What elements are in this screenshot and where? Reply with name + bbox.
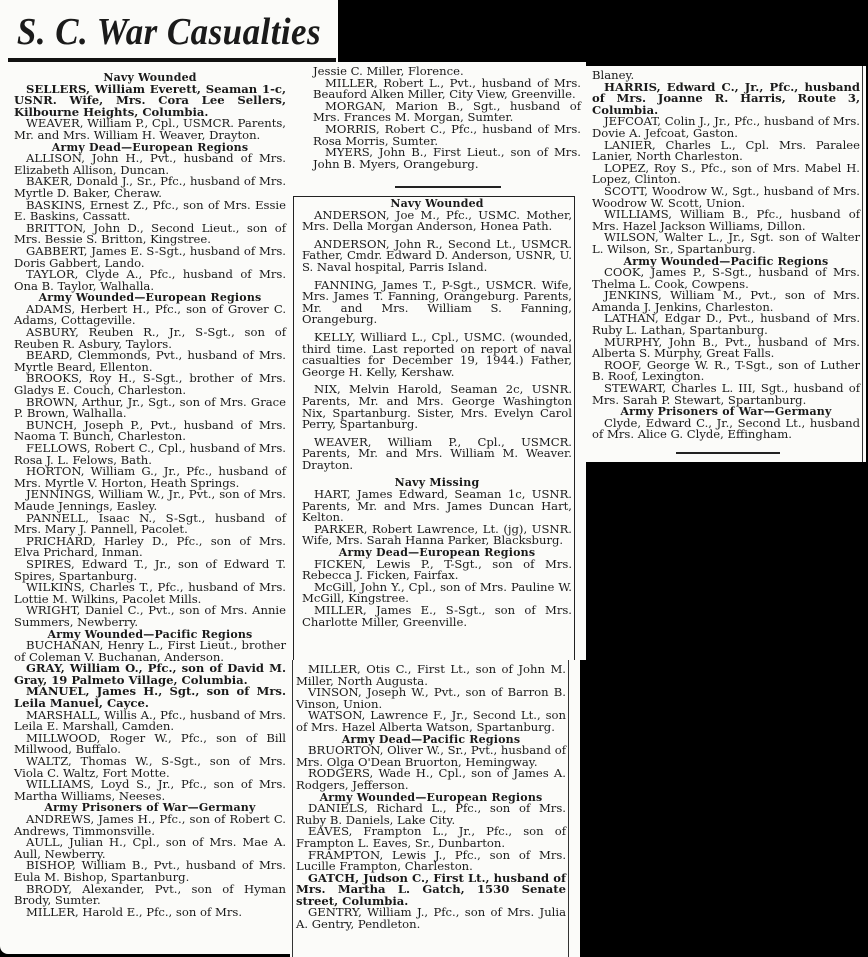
section-end-rule	[395, 186, 501, 188]
casualty-entry: SELLERS, William Everett, Seaman 1-c, USNR. Wife, Mrs. Cora Lee Sellers, Kilbourne Heights, Columbia.	[14, 81, 286, 119]
casualty-entry: WRIGHT, Daniel C., Pvt., son of Mrs. Annie Summers, Newberry.	[14, 603, 286, 629]
section-heading: Navy Wounded	[390, 197, 484, 210]
section-heading: Army Wounded—European Regions	[38, 291, 262, 305]
section-heading: Army Prisoners of War—Germany	[44, 801, 256, 815]
casualty-entry: McGill, John Y., Cpl., son of Mrs. Pauline W. McGill, Kingstree.	[302, 579, 572, 606]
casualty-entry: BRITTON, John D., Second Lieut., son of Mrs. Bessie S. Britton, Kingstree.	[14, 220, 286, 247]
casualty-entry: JEFCOAT, Colin J., Jr., Pfc., husband of Mrs. Dovie A. Jefcoat, Gaston.	[592, 114, 860, 140]
section-heading: Army Wounded—Pacific Regions	[47, 627, 253, 641]
page-title: S. C. War Casualties	[16, 11, 322, 53]
section-heading: Army Dead—European Regions	[338, 546, 536, 560]
casualty-entry: WEAVER, William P., Cpl., USMCR. Parents, Mr. and Mrs. William M. Weaver. Drayton.	[302, 434, 572, 472]
middle-bottom-clipping	[290, 660, 580, 957]
casualty-entry: ALLISON, John H., Pvt., husband of Mrs. Elizabeth Allison, Duncan.	[14, 151, 286, 177]
casualty-entry: AULL, Julian H., Cpl., son of Mrs. Mae A. Aull, Newberry.	[14, 835, 286, 861]
section-heading: Navy Missing	[394, 476, 480, 490]
section-heading: Army Wounded—European Regions	[319, 790, 543, 804]
section-heading: Army Wounded—Pacific Regions	[623, 254, 829, 268]
casualty-entry: NIX, Melvin Harold, Seaman 2c, USNR. Parents, Mr. and Mrs. George Washington Nix, Spartanburg. Sister, Mrs. Evelyn Carol Perry, Spartanburg.	[302, 382, 572, 432]
section-heading: Army Prisoners of War—Germany	[620, 405, 832, 419]
casualty-entry: PARKER, Robert Lawrence, Lt. (jg), USNR. Wife, Mrs. Sarah Hanna Parker, Blacksburg.	[302, 521, 572, 548]
casualty-entry: BISHOP, William B., Pvt., husband of Mrs. Eula M. Bishop, Spartanburg.	[14, 858, 286, 884]
casualty-entry: DANIELS, Richard L., Pfc., son of Mrs. Ruby B. Daniels, Lake City.	[296, 801, 566, 827]
right-column-text	[592, 70, 860, 441]
casualty-entry: Blaney.	[592, 68, 635, 82]
casualty-entry: ANDERSON, Joe M., Pfc., USMC. Mother, Mrs. Della Morgan Anderson, Honea Path.	[302, 207, 572, 234]
casualty-entry: GATCH, Judson C., First Lt., husband of Mrs. Martha L. Gatch, 1530 Senate street, Columbia.	[296, 870, 566, 908]
casualty-entry: LATHAN, Edgar D., Pvt., husband of Mrs. Ruby L. Lathan, Spartanburg.	[592, 311, 860, 338]
title-rule-divider	[8, 58, 336, 62]
casualty-entry: BROOKS, Roy H., S-Sgt., brother of Mrs. Gladys E. Couch, Charleston.	[14, 371, 286, 398]
casualty-entry: TAYLOR, Clyde A., Pfc., husband of Mrs. Ona B. Taylor, Walhalla.	[14, 267, 286, 293]
casualty-entry: BASKINS, Ernest Z., Pfc., son of Mrs. Essie E. Baskins, Cassatt.	[14, 197, 286, 224]
casualty-entry: HORTON, William G., Jr., Pfc., husband of Mrs. Myrtle V. Horton, Heath Springs.	[14, 464, 286, 490]
section-heading: Navy Wounded	[103, 71, 197, 84]
casualty-entry: MANUEL, James H., Sgt., son of Mrs. Leila Manuel, Cayce.	[14, 684, 286, 711]
casualty-entry: MILLER, James E., S-Sgt., son of Mrs. Charlotte Miller, Greenville.	[302, 603, 572, 629]
casualty-entry: VINSON, Joseph W., Pvt., son of Barron B. Vinson, Union.	[296, 685, 566, 711]
casualty-entry: WILSON, Walter L., Jr., Sgt. son of Walter L. Wilson, Sr., Spartanburg.	[592, 230, 860, 256]
casualty-entry: BROWN, Arthur, Jr., Sgt., son of Mrs. Grace P. Brown, Walhalla.	[14, 394, 286, 421]
section-end-rule	[676, 452, 780, 454]
casualty-entry: WATSON, Lawrence F., Jr., Second Lt., son of Mrs. Hazel Alberta Watson, Spartanburg.	[296, 708, 566, 734]
casualty-entry: SCOTT, Woodrow W., Sgt., husband of Mrs. Woodrow W. Scott, Union.	[592, 183, 860, 210]
casualty-entry: WEAVER, William P., Cpl., USMCR. Parents, Mr. and Mrs. William H. Weaver, Drayton.	[14, 116, 286, 142]
casualty-entry: PRICHARD, Harley D., Pfc., son of Mrs. Elva Prichard, Inman.	[14, 533, 286, 560]
casualty-entry: JENKINS, William M., Pvt., son of Mrs. Amanda J. Jenkins, Charleston.	[592, 288, 860, 314]
casualty-entry: BEARD, Clemmonds, Pvt., husband of Mrs. Myrtle Beard, Ellenton.	[14, 348, 286, 374]
casualty-entry: GENTRY, William J., Pfc., son of Mrs. Julia A. Gentry, Pendleton.	[296, 905, 566, 932]
casualty-entry: RODGERS, Wade H., Cpl., son of James A. Rodgers, Jefferson.	[296, 766, 566, 792]
casualty-entry: WILKINS, Charles T., Pfc., husband of Mrs. Lottie M. Wilkins, Pacolet Mills.	[14, 580, 286, 606]
column-divider	[568, 660, 569, 957]
casualty-entry: GRAY, William O., Pfc., son of David M. Gray, 19 Palmeto Village, Columbia.	[14, 661, 286, 687]
casualty-entry: FELLOWS, Robert C., Cpl., husband of Mrs. Rosa J. L. Felows, Bath.	[14, 441, 286, 467]
casualty-entry: MILLWOOD, Roger W., Pfc., son of Bill Millwood, Buffalo.	[14, 730, 286, 757]
casualty-entry: ADAMS, Herbert H., Pfc., son of Grover C. Adams, Cottageville.	[14, 301, 286, 328]
casualty-entry: MARSHALL, Willis A., Pfc., husband of Mrs. Leila E. Marshall, Camden.	[14, 707, 286, 734]
casualty-entry: MILLER, Harold E., Pfc., son of Mrs.	[26, 904, 243, 919]
casualty-entry: STEWART, Charles L. III, Sgt., husband of Mrs. Sarah P. Stewart, Spartanburg.	[592, 381, 860, 407]
casualty-entry: WILLIAMS, Loyd S., Jr., Pfc., son of Mrs. Martha Williams, Neeses.	[14, 777, 286, 803]
column-divider	[862, 66, 863, 462]
casualty-entry: FRAMPTON, Lewis J., Pfc., son of Mrs. Lucille Frampton, Charleston.	[296, 847, 566, 874]
middle-top-clipping	[290, 62, 586, 194]
casualty-entry: HART, James Edward, Seaman 1c, USNR. Parents, Mr. and Mrs. James Duncan Hart, Kelton.	[302, 487, 572, 525]
casualty-entry: Clyde, Edward C., Jr., Second Lt., husband of Mrs. Alice G. Clyde, Effingham.	[592, 415, 860, 442]
casualty-entry: ASBURY, Reuben R., Jr., S-Sgt., son of Reuben R. Asbury, Taylors.	[14, 325, 286, 351]
casualty-entry: BRODY, Alexander, Pvt., son of Hyman Brody, Sumter.	[14, 881, 286, 908]
casualty-entry: MORGAN, Marion B., Sgt., husband of Mrs. Frances M. Morgan, Sumter.	[313, 98, 581, 125]
casualty-entry: MORRIS, Robert C., Pfc., husband of Mrs. Rosa Morris, Sumter.	[313, 121, 581, 148]
casualty-entry: WILLIAMS, William B., Pfc., husband of Mrs. Hazel Jackson Williams, Dillon.	[592, 207, 860, 233]
casualty-entry: BUCHANAN, Henry L., First Lieut., brother of Coleman V. Buchanan, Anderson.	[14, 638, 286, 664]
casualty-entry: MILLER, Robert L., Pvt., husband of Mrs. Beauford Alken Miller, City View, Greenville.	[313, 75, 581, 102]
casualty-entry: KELLY, Williard L., Cpl., USMC. (wounded, third time. Last reported on report of naval casualties for December 19, 1944.) Father, George H. Kelly, Kershaw.	[302, 329, 572, 379]
casualty-entry: FANNING, James T., P-Sgt., USMCR. Wife, Mrs. James T. Fanning, Orangeburg. Parents, Mr. and Mrs. William S. Fanning, Orangeburg.	[302, 277, 572, 327]
left-column-text	[14, 72, 286, 918]
column-divider	[292, 660, 293, 957]
casualty-entry: MILLER, Otis C., First Lt., son of John M. Miller, North Augusta.	[296, 662, 566, 688]
casualty-entry: LOPEZ, Roy S., Pfc., son of Mrs. Mabel H. Lopez, Clinton.	[592, 160, 860, 187]
masthead	[0, 0, 338, 66]
middle-top-text	[313, 66, 581, 170]
casualty-entry: LANIER, Charles L., Cpl. Mrs. Paralee Lanier, North Charleston.	[592, 137, 860, 164]
casualty-entry: WALTZ, Thomas W., S-Sgt., son of Mrs. Viola C. Waltz, Fort Motte.	[14, 754, 286, 780]
casualty-entry: SPIRES, Edward T., Jr., son of Edward T. Spires, Spartanburg.	[14, 556, 286, 583]
middle-boxed-clipping	[290, 194, 586, 660]
casualty-entry: MURPHY, John B., Pvt., husband of Mrs. Alberta S. Murphy, Great Falls.	[592, 334, 860, 361]
casualty-entry: EAVES, Frampton L., Jr., Pfc., son of Frampton L. Eaves, Sr., Dunbarton.	[296, 824, 566, 850]
casualty-entry: BRUORTON, Oliver W., Sr., Pvt., husband of Mrs. Olga O'Dean Bruorton, Hemingway.	[296, 743, 566, 769]
casualty-entry: MYERS, John B., First Lieut., son of Mrs. John B. Myers, Orangeburg.	[313, 145, 581, 171]
left-column-clipping	[0, 66, 292, 954]
middle-box-text	[302, 198, 572, 628]
casualty-entry: JENNINGS, William W., Jr., Pvt., son of Mrs. Maude Jennings, Easley.	[14, 487, 286, 513]
casualty-entry: FICKEN, Lewis P., T-Sgt., son of Mrs. Rebecca J. Ficken, Fairfax.	[302, 556, 572, 583]
casualty-entry: ROOF, George W. R., T-Sgt., son of Luther B. Roof, Lexington.	[592, 357, 860, 384]
casualty-entry: COOK, James P., S-Sgt., husband of Mrs. Thelma L. Cook, Cowpens.	[592, 265, 860, 291]
casualty-entry: GABBERT, James E. S-Sgt., husband of Mrs. Doris Gabbert, Lando.	[14, 243, 286, 270]
casualty-entry: BUNCH, Joseph P., Pvt., husband of Mrs. Naoma T. Bunch, Charleston.	[14, 417, 286, 444]
casualty-entry: ANDREWS, James H., Pfc., son of Robert C. Andrews, Timmonsville.	[14, 812, 286, 838]
section-heading: Army Dead—Pacific Regions	[341, 732, 521, 746]
casualty-entry: PANNELL, Isaac N., S-Sgt., husband of Mrs. Mary J. Pannell, Pacolet.	[14, 510, 286, 537]
middle-bottom-text	[296, 664, 566, 931]
casualty-entry: Jessie C. Miller, Florence.	[313, 64, 464, 78]
casualty-entry: HARRIS, Edward C., Jr., Pfc., husband of Mrs. Joanne R. Harris, Route 3, Columbia.	[592, 79, 860, 117]
casualty-entry: BAKER, Donald J., Sr., Pfc., husband of Mrs. Myrtle D. Baker, Cheraw.	[14, 174, 286, 200]
casualty-entry: ANDERSON, John R., Second Lt., USMCR. Father, Cmdr. Edward D. Anderson, USNR, U. S. Naval hospital, Parris Island.	[302, 236, 572, 274]
right-column-clipping	[586, 66, 866, 462]
section-heading: Army Dead—European Regions	[51, 140, 249, 154]
